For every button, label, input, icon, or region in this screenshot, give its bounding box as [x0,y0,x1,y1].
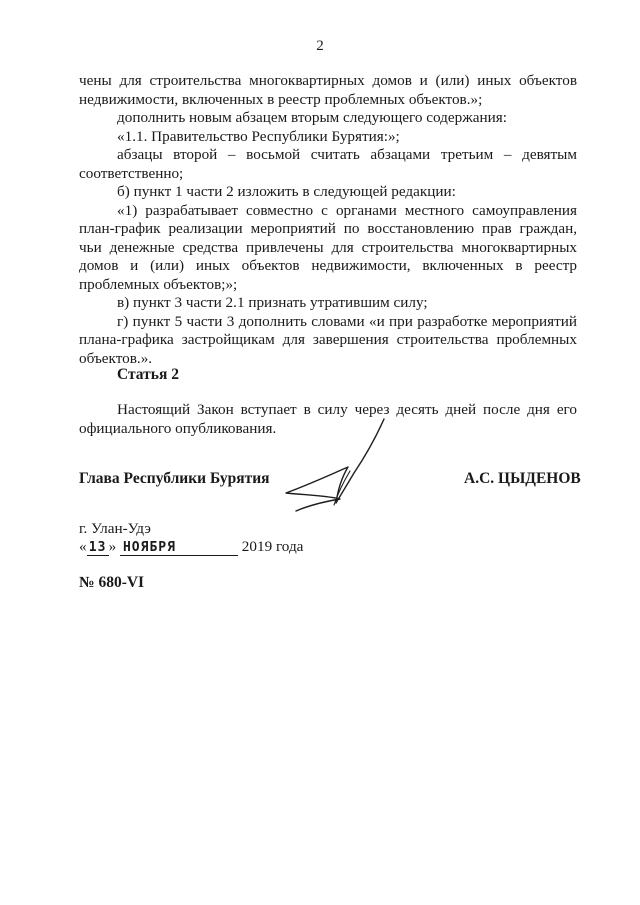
paragraph-renumber: абзацы второй – восьмой считать абзацами третьим – девятым соответственно; [79,146,577,182]
date-month: НОЯБРЯ [120,540,238,556]
paragraph-item-v: в) пункт 3 части 2.1 признать утратившим силу; [117,294,428,311]
place-of-signing: г. Улан-Удэ [79,520,151,537]
paragraph-amendment: дополнить новым абзацем вторым следующего содержания: [117,109,507,126]
date-year: 2019 года [241,538,304,555]
signatory-name: А.С. ЦЫДЕНОВ [464,470,581,487]
paragraph-quote: «1.1. Правительство Республики Бурятия:»; [117,127,400,145]
signing-date [79,538,303,556]
date-open-quote: « [79,538,87,555]
article-paragraph: Настоящий Закон вступает в силу через десять дней после дня его официального опубликования. [79,401,577,437]
paragraph-item-g: г) пункт 5 части 3 дополнить словами «и при разработке мероприятий плана-графика застройщикам для завершения строительства проблемных объектов.». [79,312,577,367]
document-body [79,72,577,368]
handwritten-signature [280,415,400,525]
page-number: 2 [316,38,324,54]
date-close-quote: » [108,538,117,555]
law-number: № 680-VI [79,574,145,591]
paragraph-continuation: чены для строительства многоквартирных домов и (или) иных объектов недвижимости, включенных в реестр проблемных объектов.»; [79,72,577,108]
date-day: 13 [87,540,109,556]
article-title: Статья 2 [117,366,179,383]
signatory-title: Глава Республики Бурятия [79,470,270,487]
paragraph-item-b-text: «1) разрабатывает совместно с органами местного самоуправления план-график реализации мероприятий по восстановлению прав граждан, чьи денежные средства привлечены для строительства многоквартирных домов и (или) иных объектов недвижимости, включенных в реестр проблемных объектов;»; [79,201,577,293]
paragraph-item-b: б) пункт 1 части 2 изложить в следующей редакции: [117,183,456,200]
